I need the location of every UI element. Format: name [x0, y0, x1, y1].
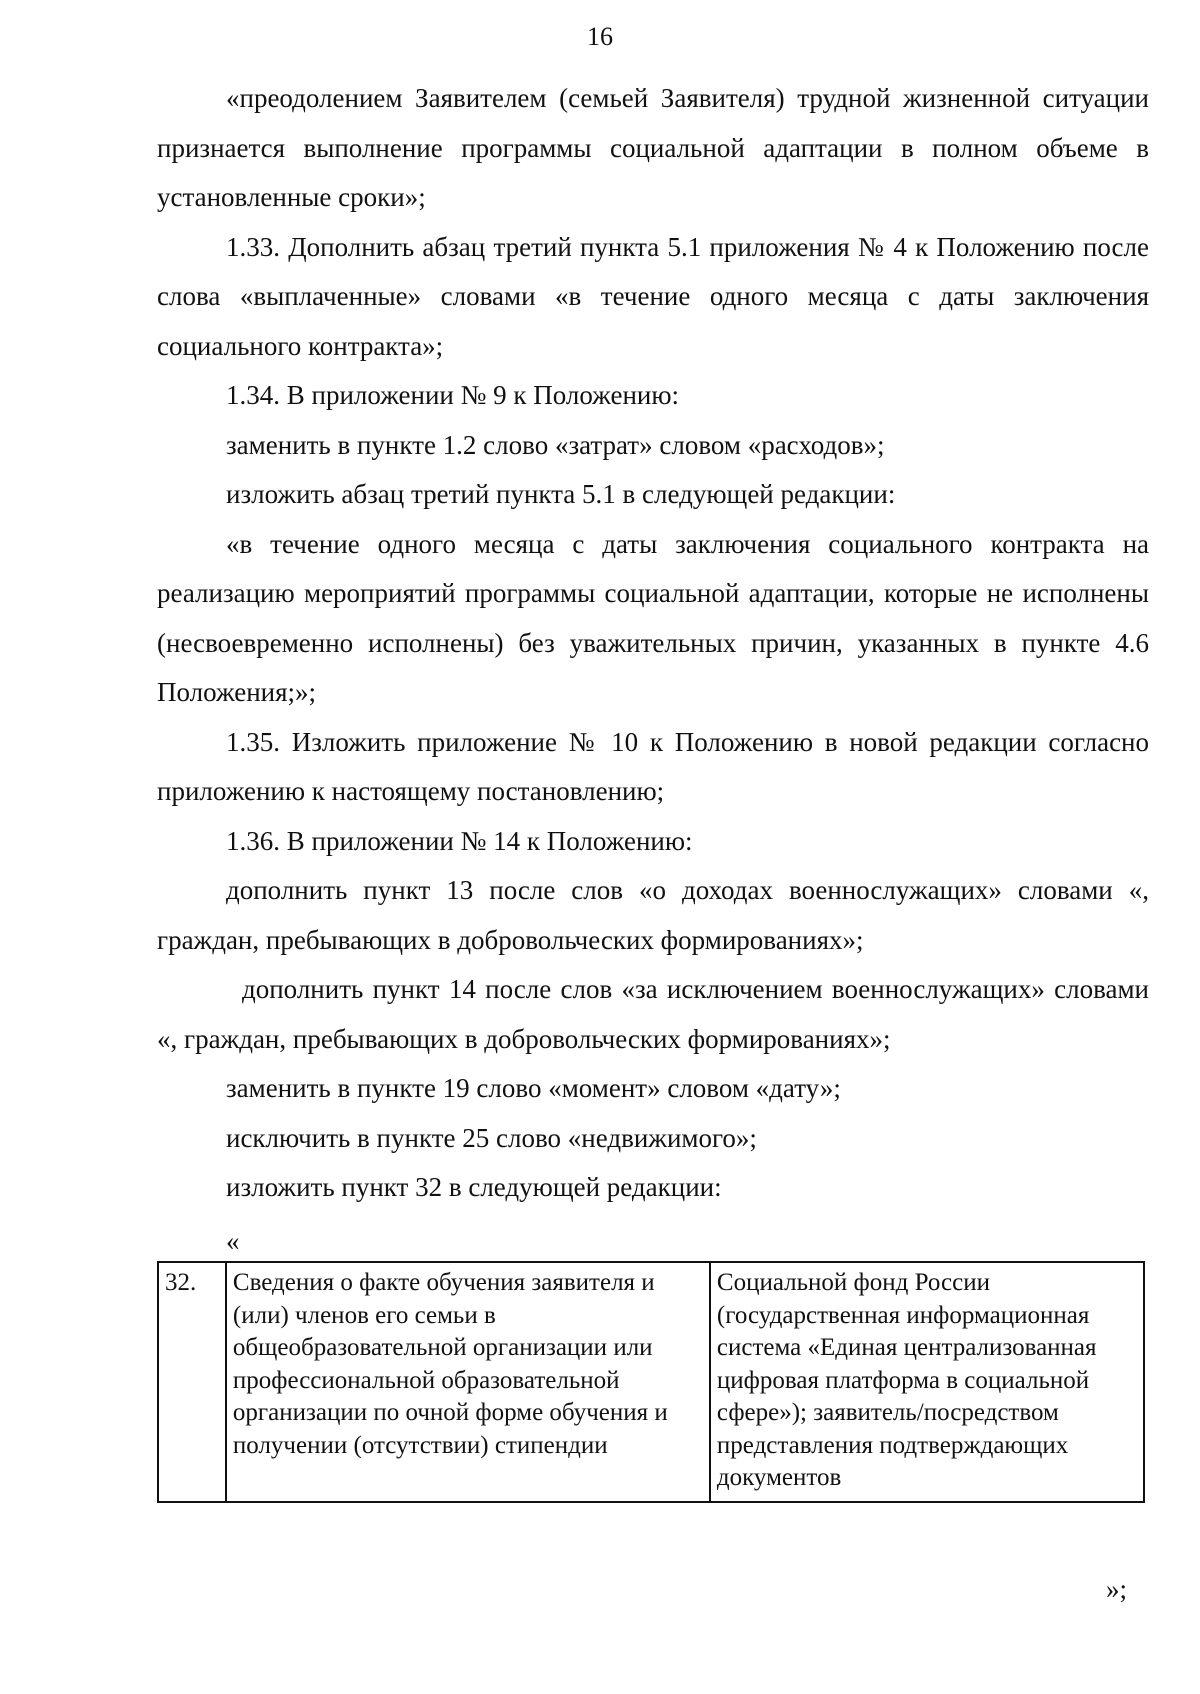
paragraph-1-36-item-1: дополнить пункт 13 после слов «о доходах военнослужащих» словами «, граждан, пребывающих в добровольческих формированиях»; [157, 875, 1149, 955]
paragraph-1-34: 1.34. В приложении № 9 к Положению: [226, 380, 680, 410]
open-quote: « [226, 1225, 240, 1256]
paragraph-quoted-text: «в течение одного месяца с даты заключения социального контракта на реализацию мероприятий программы социальной адаптации, которые не исполнены (несвоевременно исполнены) без уважительных причин, указанных в пункте 4.6 Положения;»; [157, 528, 1149, 707]
paragraph-1-33: 1.33. Дополнить абзац третий пункта 5.1 приложения № 4 к Положению после слова «выплаченные» словами «в течение одного месяца с даты заключения социального контракта»; [157, 231, 1149, 361]
paragraph-1-36-item-2: дополнить пункт 14 после слов «за исключением военнослужащих» словами «, граждан, пребывающих в добровольческих формированиях»; [157, 974, 1149, 1054]
paragraph-1-36-item-3: заменить в пункте 19 слово «момент» словом «дату»; [226, 1073, 841, 1103]
paragraph-continuation: «преодолением Заявителем (семьей Заявителя) трудной жизненной ситуации признается выполнение программы социальной адаптации в полном объеме в установленные сроки»; [157, 83, 1149, 212]
table-cell-source: Социальной фонд России (государственная информационная система «Единая централизованная цифровая платформа в социальной сфере»); заявитель/посредством представления подтверждающих документов [710, 1262, 1144, 1502]
paragraph-1-36-item-5: изложить пункт 32 в следующей редакции: [226, 1172, 722, 1202]
paragraph-1-36-item-4: исключить в пункте 25 слово «недвижимого»; [226, 1122, 757, 1153]
paragraph-1-34-item-2: изложить абзац третий пункта 5.1 в следующей редакции: [226, 479, 896, 509]
document-body [157, 74, 1149, 1261]
table-cell-number: 32. [158, 1262, 226, 1502]
table-row [158, 1262, 1144, 1502]
paragraph-1-35: 1.35. Изложить приложение № 10 к Положению в новой редакции согласно приложению к настоящему постановлению; [157, 726, 1149, 806]
page-number: 16 [587, 22, 613, 51]
table-cell-description: Сведения о факте обучения заявителя и (или) членов его семьи в общеобразовательной организации или профессиональной образовательной организации по очной форме обучения и получении (отсутствии) стипендии [226, 1262, 710, 1502]
paragraph-1-34-item-1: заменить в пункте 1.2 слово «затрат» словом «расходов»; [226, 429, 885, 460]
paragraph-1-36: 1.36. В приложении № 14 к Положению: [226, 825, 693, 856]
closing-quote: »; [1106, 1574, 1128, 1604]
amendment-table [157, 1261, 1145, 1503]
